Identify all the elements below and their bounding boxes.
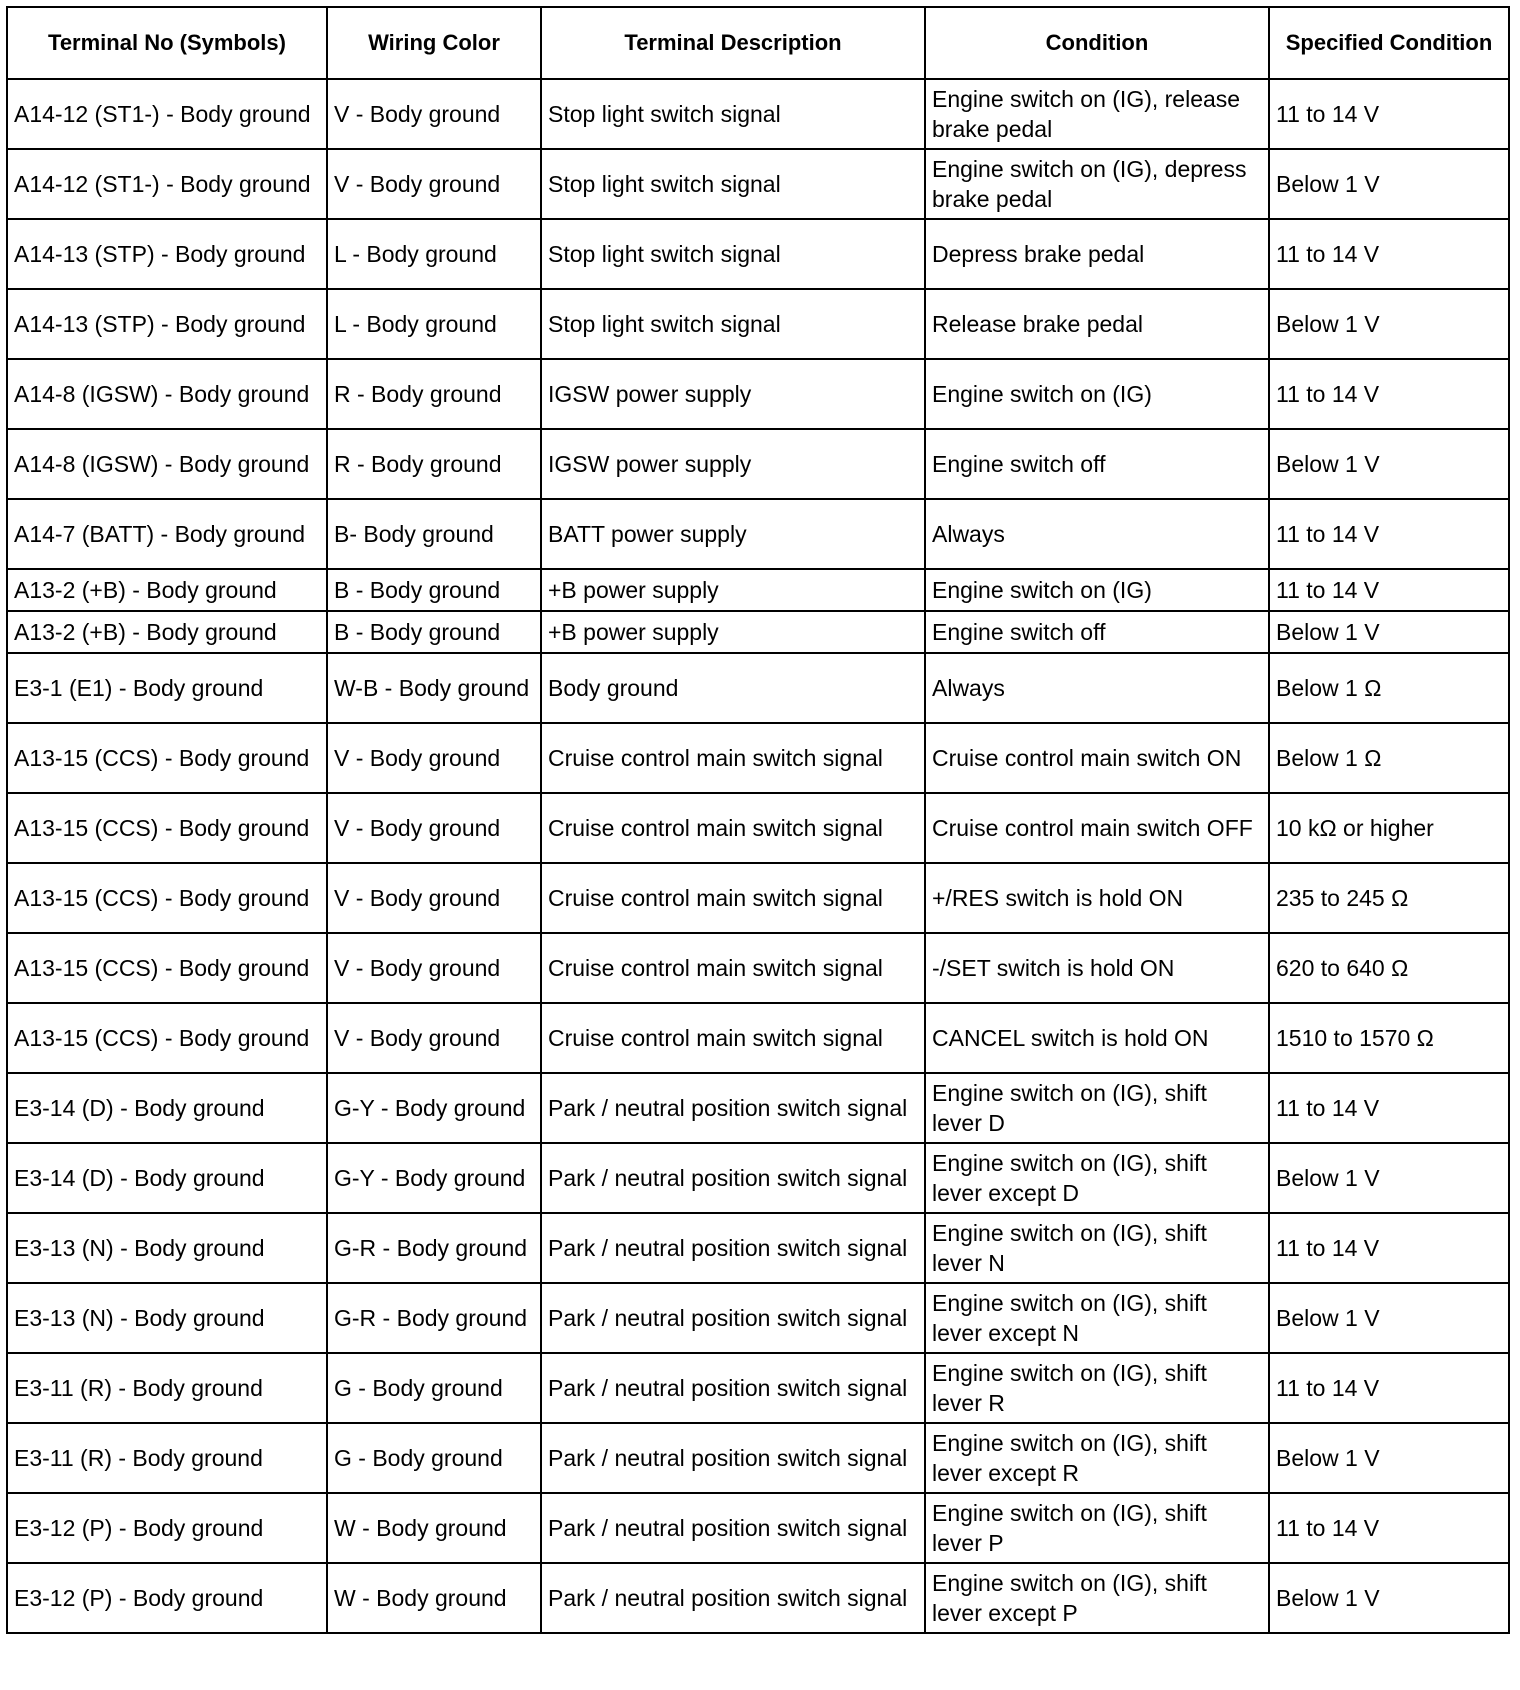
cell-terminal: A14-8 (IGSW) - Body ground xyxy=(7,429,327,499)
cell-condition: Depress brake pedal xyxy=(925,219,1269,289)
table-row xyxy=(7,429,1509,499)
cell-description: Park / neutral position switch signal xyxy=(541,1213,925,1283)
cell-specified: Below 1 Ω xyxy=(1269,653,1509,723)
cell-description: +B power supply xyxy=(541,611,925,653)
cell-terminal: A13-15 (CCS) - Body ground xyxy=(7,863,327,933)
header-specified-condition: Specified Condition xyxy=(1269,7,1509,79)
cell-description: Cruise control main switch signal xyxy=(541,793,925,863)
cell-description: Park / neutral position switch signal xyxy=(541,1143,925,1213)
cell-specified: 235 to 245 Ω xyxy=(1269,863,1509,933)
cell-description: +B power supply xyxy=(541,569,925,611)
cell-description: Park / neutral position switch signal xyxy=(541,1423,925,1493)
table-row xyxy=(7,219,1509,289)
terminal-spec-table xyxy=(6,6,1510,1634)
cell-terminal: E3-11 (R) - Body ground xyxy=(7,1353,327,1423)
cell-specified: 11 to 14 V xyxy=(1269,219,1509,289)
cell-description: Stop light switch signal xyxy=(541,79,925,149)
cell-condition: Engine switch on (IG) xyxy=(925,569,1269,611)
cell-specified: Below 1 V xyxy=(1269,1143,1509,1213)
cell-condition: Engine switch on (IG), depress brake pedal xyxy=(925,149,1269,219)
cell-terminal: E3-14 (D) - Body ground xyxy=(7,1073,327,1143)
table-row xyxy=(7,653,1509,723)
cell-description: BATT power supply xyxy=(541,499,925,569)
cell-wiring-color: B - Body ground xyxy=(327,569,541,611)
cell-condition: +/RES switch is hold ON xyxy=(925,863,1269,933)
cell-specified: Below 1 V xyxy=(1269,429,1509,499)
cell-wiring-color: G-Y - Body ground xyxy=(327,1073,541,1143)
cell-terminal: A14-7 (BATT) - Body ground xyxy=(7,499,327,569)
cell-wiring-color: G-R - Body ground xyxy=(327,1283,541,1353)
cell-specified: Below 1 V xyxy=(1269,1283,1509,1353)
cell-description: IGSW power supply xyxy=(541,359,925,429)
cell-specified: 11 to 14 V xyxy=(1269,499,1509,569)
cell-condition: Engine switch off xyxy=(925,611,1269,653)
cell-wiring-color: B- Body ground xyxy=(327,499,541,569)
cell-specified: 11 to 14 V xyxy=(1269,1353,1509,1423)
cell-wiring-color: L - Body ground xyxy=(327,219,541,289)
cell-wiring-color: B - Body ground xyxy=(327,611,541,653)
cell-description: Stop light switch signal xyxy=(541,219,925,289)
cell-terminal: E3-14 (D) - Body ground xyxy=(7,1143,327,1213)
header-condition: Condition xyxy=(925,7,1269,79)
cell-wiring-color: V - Body ground xyxy=(327,933,541,1003)
cell-specified: Below 1 Ω xyxy=(1269,723,1509,793)
cell-wiring-color: R - Body ground xyxy=(327,359,541,429)
table-header xyxy=(7,7,1509,79)
table-row xyxy=(7,1213,1509,1283)
cell-wiring-color: W - Body ground xyxy=(327,1563,541,1633)
cell-terminal: E3-12 (P) - Body ground xyxy=(7,1493,327,1563)
cell-wiring-color: V - Body ground xyxy=(327,149,541,219)
header-row xyxy=(7,7,1509,79)
cell-wiring-color: V - Body ground xyxy=(327,79,541,149)
cell-condition: Engine switch on (IG), shift lever except N xyxy=(925,1283,1269,1353)
cell-wiring-color: V - Body ground xyxy=(327,863,541,933)
cell-wiring-color: G - Body ground xyxy=(327,1423,541,1493)
cell-specified: Below 1 V xyxy=(1269,611,1509,653)
cell-specified: Below 1 V xyxy=(1269,289,1509,359)
table-row xyxy=(7,79,1509,149)
cell-terminal: E3-11 (R) - Body ground xyxy=(7,1423,327,1493)
cell-wiring-color: V - Body ground xyxy=(327,793,541,863)
cell-condition: Always xyxy=(925,653,1269,723)
cell-terminal: A14-12 (ST1-) - Body ground xyxy=(7,79,327,149)
table-row xyxy=(7,359,1509,429)
cell-wiring-color: W-B - Body ground xyxy=(327,653,541,723)
cell-wiring-color: V - Body ground xyxy=(327,723,541,793)
cell-description: Park / neutral position switch signal xyxy=(541,1073,925,1143)
cell-condition: Engine switch on (IG), shift lever R xyxy=(925,1353,1269,1423)
cell-condition: -/SET switch is hold ON xyxy=(925,933,1269,1003)
table-row xyxy=(7,723,1509,793)
cell-description: Cruise control main switch signal xyxy=(541,723,925,793)
table-body xyxy=(7,79,1509,1633)
cell-terminal: E3-1 (E1) - Body ground xyxy=(7,653,327,723)
cell-terminal: A13-15 (CCS) - Body ground xyxy=(7,723,327,793)
table-row xyxy=(7,1003,1509,1073)
cell-condition: CANCEL switch is hold ON xyxy=(925,1003,1269,1073)
cell-condition: Engine switch on (IG), shift lever D xyxy=(925,1073,1269,1143)
cell-specified: 620 to 640 Ω xyxy=(1269,933,1509,1003)
cell-condition: Engine switch on (IG) xyxy=(925,359,1269,429)
cell-description: Park / neutral position switch signal xyxy=(541,1563,925,1633)
cell-specified: Below 1 V xyxy=(1269,1423,1509,1493)
cell-terminal: E3-12 (P) - Body ground xyxy=(7,1563,327,1633)
table-row xyxy=(7,289,1509,359)
header-terminal-description: Terminal Description xyxy=(541,7,925,79)
table-row xyxy=(7,863,1509,933)
table-row xyxy=(7,611,1509,653)
cell-condition: Cruise control main switch OFF xyxy=(925,793,1269,863)
cell-specified: 11 to 14 V xyxy=(1269,359,1509,429)
header-wiring-color: Wiring Color xyxy=(327,7,541,79)
table-row xyxy=(7,499,1509,569)
table-row xyxy=(7,793,1509,863)
cell-specified: 10 kΩ or higher xyxy=(1269,793,1509,863)
cell-specified: 11 to 14 V xyxy=(1269,569,1509,611)
cell-specified: 1510 to 1570 Ω xyxy=(1269,1003,1509,1073)
cell-terminal: A13-2 (+B) - Body ground xyxy=(7,569,327,611)
table-row xyxy=(7,1493,1509,1563)
cell-terminal: A13-15 (CCS) - Body ground xyxy=(7,1003,327,1073)
cell-wiring-color: G-Y - Body ground xyxy=(327,1143,541,1213)
table-row xyxy=(7,1353,1509,1423)
cell-specified: Below 1 V xyxy=(1269,1563,1509,1633)
cell-specified: 11 to 14 V xyxy=(1269,1213,1509,1283)
table-row xyxy=(7,933,1509,1003)
cell-terminal: A13-2 (+B) - Body ground xyxy=(7,611,327,653)
cell-terminal: A14-8 (IGSW) - Body ground xyxy=(7,359,327,429)
table-row xyxy=(7,1283,1509,1353)
cell-wiring-color: R - Body ground xyxy=(327,429,541,499)
cell-condition: Cruise control main switch ON xyxy=(925,723,1269,793)
cell-description: Park / neutral position switch signal xyxy=(541,1283,925,1353)
cell-description: Stop light switch signal xyxy=(541,149,925,219)
cell-condition: Engine switch on (IG), shift lever except P xyxy=(925,1563,1269,1633)
cell-description: Park / neutral position switch signal xyxy=(541,1493,925,1563)
table-row xyxy=(7,1073,1509,1143)
cell-condition: Engine switch on (IG), release brake pedal xyxy=(925,79,1269,149)
cell-wiring-color: G - Body ground xyxy=(327,1353,541,1423)
table-row xyxy=(7,1563,1509,1633)
cell-terminal: A14-12 (ST1-) - Body ground xyxy=(7,149,327,219)
cell-specified: 11 to 14 V xyxy=(1269,1073,1509,1143)
cell-wiring-color: W - Body ground xyxy=(327,1493,541,1563)
cell-description: Park / neutral position switch signal xyxy=(541,1353,925,1423)
cell-specified: 11 to 14 V xyxy=(1269,1493,1509,1563)
cell-condition: Engine switch on (IG), shift lever P xyxy=(925,1493,1269,1563)
cell-description: Stop light switch signal xyxy=(541,289,925,359)
cell-specified: 11 to 14 V xyxy=(1269,79,1509,149)
cell-specified: Below 1 V xyxy=(1269,149,1509,219)
cell-wiring-color: V - Body ground xyxy=(327,1003,541,1073)
cell-description: IGSW power supply xyxy=(541,429,925,499)
cell-wiring-color: G-R - Body ground xyxy=(327,1213,541,1283)
table-row xyxy=(7,149,1509,219)
cell-terminal: A14-13 (STP) - Body ground xyxy=(7,219,327,289)
cell-terminal: E3-13 (N) - Body ground xyxy=(7,1283,327,1353)
cell-description: Body ground xyxy=(541,653,925,723)
cell-terminal: E3-13 (N) - Body ground xyxy=(7,1213,327,1283)
cell-condition: Engine switch on (IG), shift lever except R xyxy=(925,1423,1269,1493)
table-row xyxy=(7,1423,1509,1493)
cell-condition: Engine switch on (IG), shift lever except D xyxy=(925,1143,1269,1213)
cell-description: Cruise control main switch signal xyxy=(541,933,925,1003)
cell-condition: Engine switch off xyxy=(925,429,1269,499)
cell-terminal: A13-15 (CCS) - Body ground xyxy=(7,793,327,863)
cell-condition: Engine switch on (IG), shift lever N xyxy=(925,1213,1269,1283)
cell-wiring-color: L - Body ground xyxy=(327,289,541,359)
cell-condition: Release brake pedal xyxy=(925,289,1269,359)
cell-condition: Always xyxy=(925,499,1269,569)
cell-terminal: A13-15 (CCS) - Body ground xyxy=(7,933,327,1003)
cell-terminal: A14-13 (STP) - Body ground xyxy=(7,289,327,359)
cell-description: Cruise control main switch signal xyxy=(541,1003,925,1073)
cell-description: Cruise control main switch signal xyxy=(541,863,925,933)
header-terminal-no: Terminal No (Symbols) xyxy=(7,7,327,79)
table-row xyxy=(7,569,1509,611)
table-row xyxy=(7,1143,1509,1213)
